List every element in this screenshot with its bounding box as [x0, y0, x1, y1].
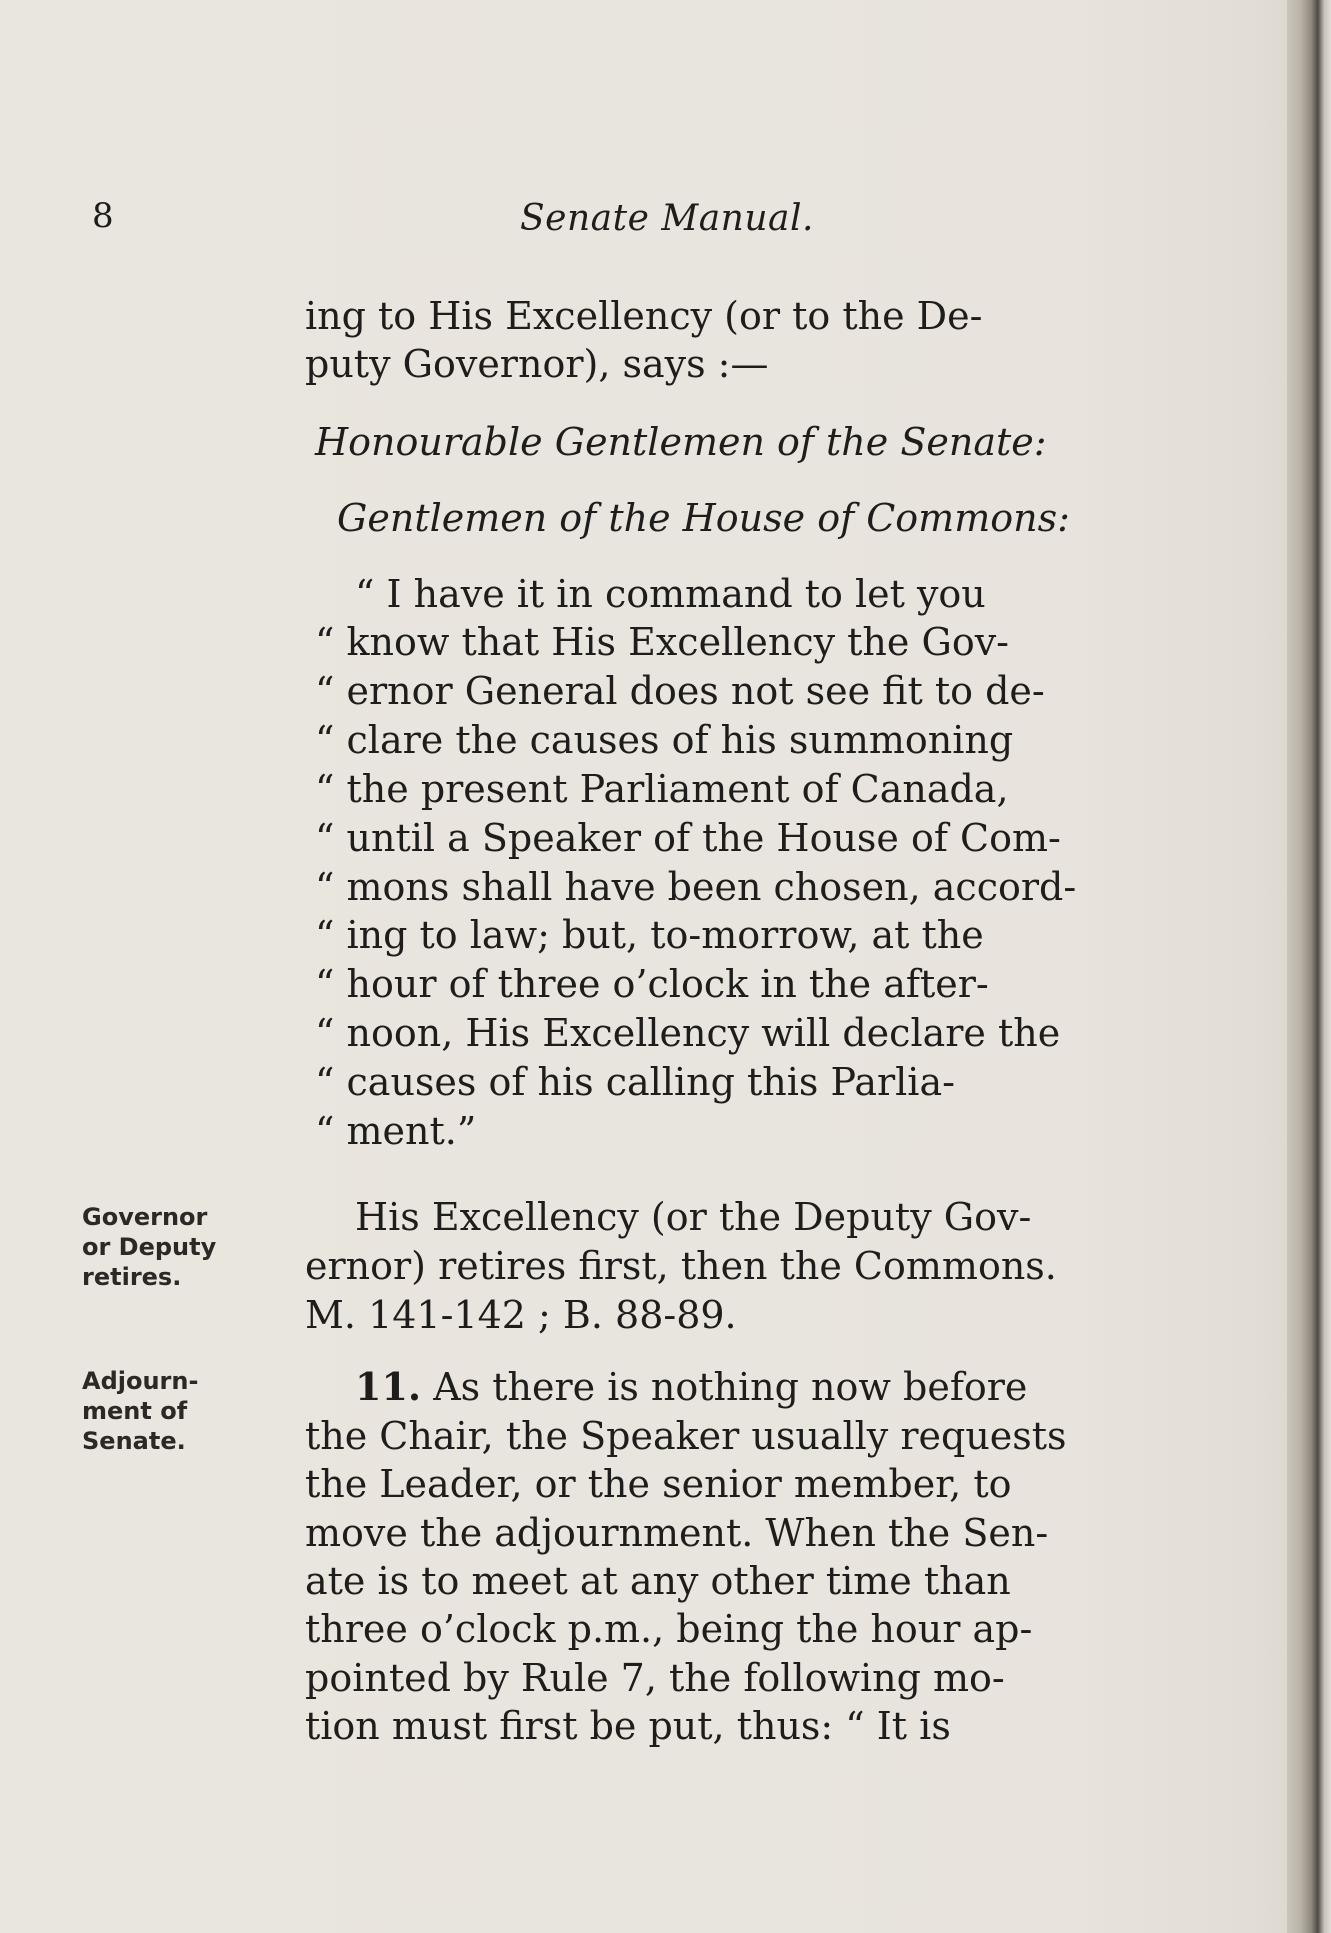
running-head: Senate Manual. — [520, 198, 814, 239]
quote-line: “ I have it in command to let you — [355, 572, 986, 616]
text-line: move the adjournment. When the Sen- — [305, 1511, 1049, 1555]
quote-line: “ noon, His Excellency will declare the — [315, 1011, 1061, 1055]
salutation-senate: Honourable Gentlemen of the Senate: — [315, 420, 1047, 464]
citation-line: M. 141-142 ; B. 88-89. — [305, 1293, 737, 1337]
quote-line: “ until a Speaker of the House of Com- — [315, 816, 1061, 860]
text-line: the Chair, the Speaker usually requests — [305, 1414, 1067, 1458]
text-line: ernor) retires first, then the Commons. — [305, 1244, 1057, 1288]
text-line: the Leader, or the senior member, to — [305, 1462, 1012, 1506]
text-line: tion must first be put, thus: “ It is — [305, 1704, 951, 1748]
quote-line: “ ment.” — [315, 1109, 477, 1153]
page-number: 8 — [92, 196, 114, 236]
quote-line: “ ing to law; but, to-morrow, at the — [315, 913, 984, 957]
text-line: three o’clock p.m., being the hour ap- — [305, 1607, 1033, 1651]
quote-line: “ causes of his calling this Parlia- — [315, 1060, 955, 1104]
text-line: ate is to meet at any other time than — [305, 1559, 1011, 1603]
margin-note-line: or Deputy — [82, 1233, 217, 1261]
text-span: As there is nothing now before — [421, 1365, 1028, 1409]
salutation-commons: Gentlemen of the House of Commons: — [337, 496, 1070, 540]
margin-note-governor-retires — [82, 1202, 216, 1292]
quote-line: “ hour of three o’clock in the after- — [315, 962, 989, 1006]
margin-note-line: Adjourn- — [82, 1367, 199, 1395]
text-line: puty Governor), says :— — [305, 342, 769, 386]
quote-line: “ mons shall have been chosen, accord- — [315, 865, 1077, 909]
text-line: pointed by Rule 7, the following mo- — [305, 1656, 1005, 1700]
quote-line: “ the present Parliament of Canada, — [315, 767, 1009, 811]
margin-note-line: Senate. — [82, 1427, 186, 1455]
paragraph-11-first-line — [355, 1363, 1130, 1411]
quote-line: “ know that His Excellency the Gov- — [315, 620, 1010, 664]
margin-note-adjournment — [82, 1366, 198, 1456]
text-line: His Excellency (or the Deputy Gov- — [355, 1195, 1032, 1239]
margin-note-line: retires. — [82, 1263, 182, 1291]
margin-note-line: ment of — [82, 1397, 188, 1425]
page-binding-edge — [1287, 0, 1331, 1933]
quote-line: “ ernor General does not see fit to de- — [315, 669, 1045, 713]
quote-line: “ clare the causes of his summoning — [315, 718, 1014, 762]
text-line: ing to His Excellency (or to the De- — [305, 294, 983, 338]
paragraph-number: 11. — [355, 1364, 422, 1409]
margin-note-line: Governor — [82, 1203, 208, 1231]
